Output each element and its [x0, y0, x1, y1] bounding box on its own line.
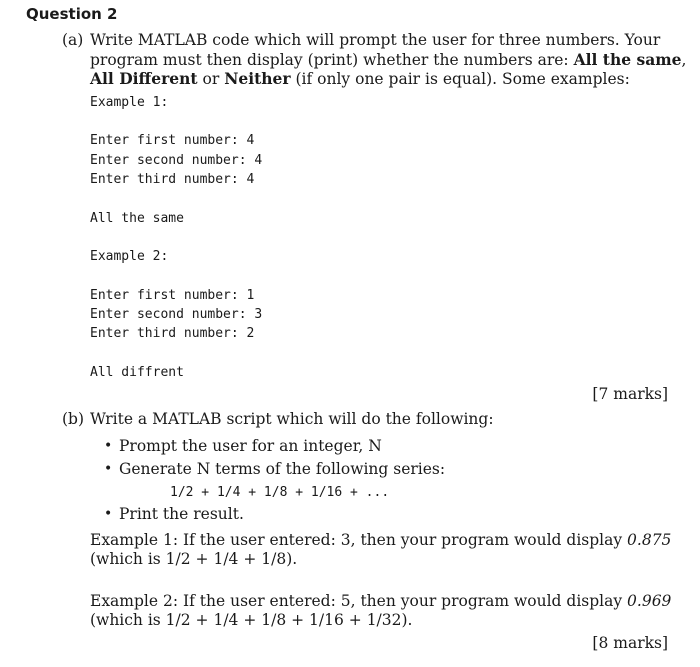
example-1-output: All the same: [90, 211, 184, 226]
bullet-icon: •: [104, 506, 113, 522]
part-a-line-2-text: program must then display (print) whether the numbers are:: [90, 51, 574, 69]
part-a-line-3-text: (if only one pair is equal). Some examples:: [290, 70, 630, 88]
part-b-marks: [8 marks]: [592, 634, 668, 652]
part-a-line-2: [90, 50, 686, 70]
example-2-line: Enter second number: 3: [90, 307, 263, 322]
bullet-item: Generate N terms of the following series:: [119, 460, 446, 478]
bullet-item: Print the result.: [119, 505, 244, 523]
part-a-label: (a): [62, 31, 84, 49]
part-b-example-2-text: Example 2: If the user entered: 5, then your program would display: [90, 592, 628, 610]
part-b-label: (b): [62, 410, 85, 428]
part-b-intro: Write a MATLAB script which will do the following:: [90, 410, 494, 428]
example-2-line: Enter first number: 1: [90, 288, 255, 303]
part-a-line-3-or: or: [197, 70, 225, 88]
series-formula: 1/2 + 1/4 + 1/8 + 1/16 + ...: [170, 485, 390, 500]
example-1-line: Enter second number: 4: [90, 153, 263, 168]
example-1-line: Enter third number: 4: [90, 172, 255, 187]
question-title: Question 2: [26, 5, 118, 23]
bullet-icon: •: [104, 461, 113, 477]
part-a-line-3: [90, 69, 630, 89]
part-b-example-2: [90, 592, 671, 611]
example-1-heading: Example 1:: [90, 95, 169, 110]
option-neither: Neither: [224, 69, 291, 88]
example-1-line: Enter first number: 4: [90, 133, 255, 148]
part-a-marks: [7 marks]: [592, 385, 668, 403]
option-all-same: All the same: [573, 50, 682, 69]
part-a-line-2-comma: ,: [681, 51, 687, 69]
part-b-example-1: [90, 531, 671, 550]
part-b-example-1-detail: (which is 1/2 + 1/4 + 1/8).: [90, 550, 298, 568]
example-2-line: Enter third number: 2: [90, 326, 255, 341]
part-b-example-1-text: Example 1: If the user entered: 3, then your program would display: [90, 531, 628, 549]
bullet-icon: •: [104, 438, 113, 454]
part-b-example-1-value: 0.875: [627, 531, 672, 549]
example-2-heading: Example 2:: [90, 249, 169, 264]
example-2-output: All diffrent: [90, 365, 184, 380]
option-all-different: All Different: [90, 69, 198, 88]
part-b-example-2-value: 0.969: [627, 592, 672, 610]
part-a-line-1: Write MATLAB code which will prompt the user for three numbers. Your: [90, 31, 661, 49]
bullet-item: Prompt the user for an integer, N: [119, 437, 382, 455]
part-b-example-2-detail: (which is 1/2 + 1/4 + 1/8 + 1/16 + 1/32).: [90, 611, 413, 629]
